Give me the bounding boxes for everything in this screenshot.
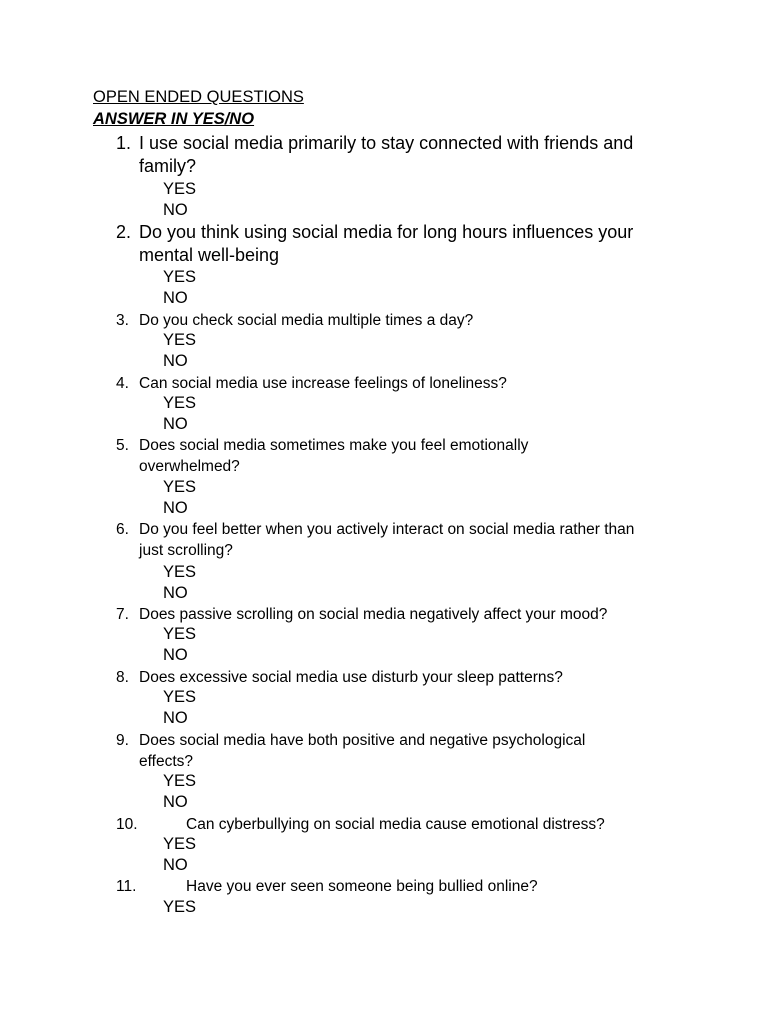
question-number: 11.: [116, 878, 137, 895]
answer-option-yes: YES: [163, 772, 197, 790]
question-number: 7.: [116, 606, 129, 623]
question-number: 6.: [116, 521, 129, 538]
question-number: 9.: [116, 732, 129, 749]
answer-option-no: NO: [163, 646, 188, 664]
question-text: Do you feel better when you actively interact on social media rather than just scrolling?: [139, 521, 635, 559]
question-text: Have you ever seen someone being bullied online?: [186, 878, 538, 895]
question-text: Does social media sometimes make you feel emotionally overwhelmed?: [139, 437, 529, 475]
question-number: 3.: [116, 312, 129, 329]
question-text: Do you think using social media for long hours influences your mental well-being: [139, 222, 634, 265]
question-text: Does passive scrolling on social media negatively affect your mood?: [139, 606, 608, 623]
answer-option-no: NO: [163, 415, 188, 433]
document-subtitle: ANSWER IN YES/NO: [93, 110, 255, 128]
document-title: OPEN ENDED QUESTIONS: [93, 88, 304, 106]
answer-option-yes: YES: [163, 180, 197, 198]
answer-option-no: NO: [163, 856, 188, 874]
answer-option-no: NO: [163, 352, 188, 370]
question-number: 1.: [116, 133, 132, 153]
question-text: Does social media have both positive and negative psychological effects?: [139, 732, 586, 770]
answer-option-yes: YES: [163, 394, 197, 412]
question-text: Can cyberbullying on social media cause emotional distress?: [186, 816, 605, 833]
question-number: 10.: [116, 816, 138, 833]
answer-option-yes: YES: [163, 331, 197, 349]
answer-option-yes: YES: [163, 478, 197, 496]
answer-option-no: NO: [163, 709, 188, 727]
question-number: 5.: [116, 437, 129, 454]
answer-option-yes: YES: [163, 268, 197, 286]
answer-option-yes: YES: [163, 898, 197, 916]
answer-option-no: NO: [163, 793, 188, 811]
question-number: 4.: [116, 375, 129, 392]
answer-option-yes: YES: [163, 835, 197, 853]
question-text: I use social media primarily to stay connected with friends and family?: [139, 133, 634, 176]
answer-option-yes: YES: [163, 688, 197, 706]
answer-option-yes: YES: [163, 625, 197, 643]
answer-option-yes: YES: [163, 563, 197, 581]
question-text: Do you check social media multiple times a day?: [139, 312, 474, 329]
question-text: Does excessive social media use disturb your sleep patterns?: [139, 669, 563, 686]
answer-option-no: NO: [163, 201, 188, 219]
question-text: Can social media use increase feelings of loneliness?: [139, 375, 507, 392]
question-number: 8.: [116, 669, 129, 686]
answer-option-no: NO: [163, 584, 188, 602]
question-number: 2.: [116, 222, 132, 242]
answer-option-no: NO: [163, 289, 188, 307]
answer-option-no: NO: [163, 499, 188, 517]
